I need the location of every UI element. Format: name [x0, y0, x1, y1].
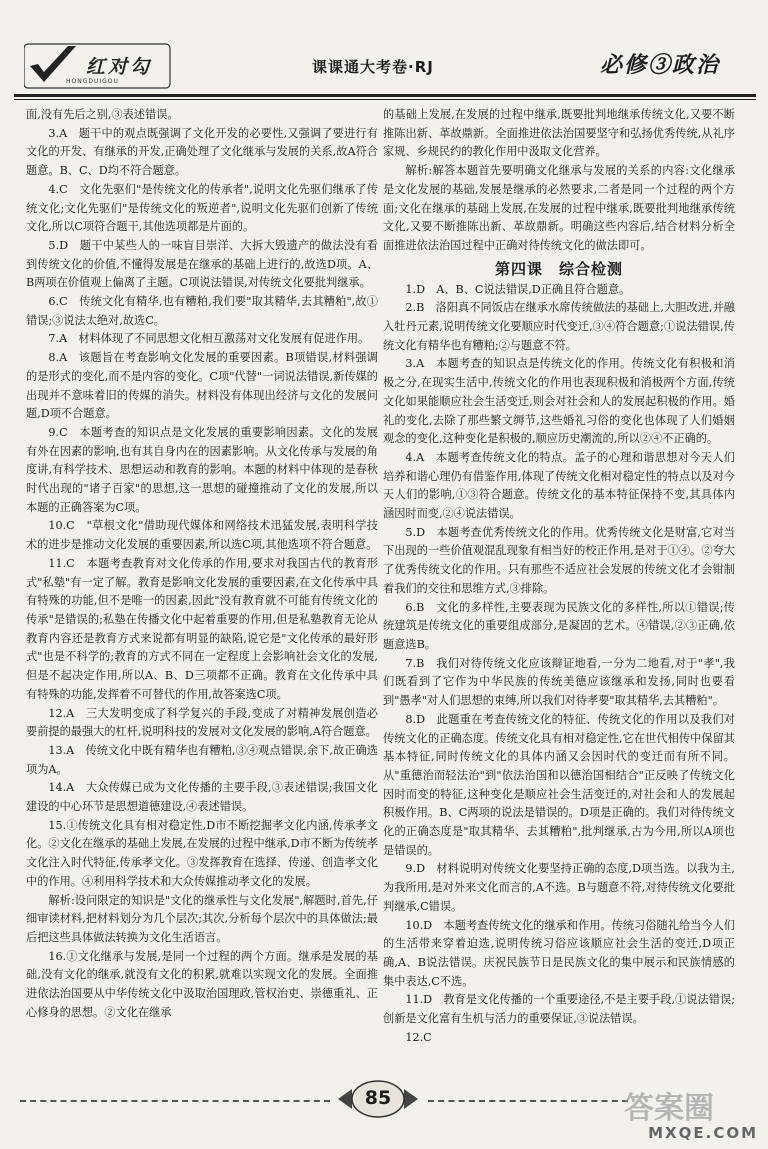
answer-paragraph: 解析:设问限定的知识是"文化的继承性与文化发展",解题时,首先,仔细审读材料,把材料划分为几个层次;其次,分析每个层次中的具体做法;最后把这些具体做法转换为文化生活语言。: [26, 893, 378, 944]
answer-paragraph: 15.①传统文化具有相对稳定性,D市不断挖掘孝文化内涵,传承孝文化。②文化在继承的基础上发展,在发展的过程中继承,D市不断为传统孝文化注入时代特征,传承孝文化。③发挥教育在选择、传递、创造孝文化中的作用。④利用科学技术和大众传媒推动孝文化的发展。: [26, 818, 378, 888]
left-column: [26, 106, 378, 1022]
answer-paragraph: 8.D 此题重在考查传统文化的特征、传统文化的作用以及我们对传统文化的正确态度。传统文化具有相对稳定性,它在世代相传中保留其基本特征,同时传统文化的具体内涵又会因时代的变迁而有所不同。从"重德治而轻法治"到"依法治国和以德治国相结合"正反映了传统文化因时而变的特征,这种变化是顺应社会生活变迁的,对社会和人的发展起积极作用。B、C两项的说法是错误的。D项是正确的。我们对待传统文化的正确态度是"取其精华、去其糟粕",批判继承,古为今用,所以A项也是错误的。: [383, 712, 735, 857]
header-divider-thick: [14, 94, 756, 97]
logo-text: 红对勾: [86, 56, 153, 78]
answer-paragraph: 8.A 该题旨在考查影响文化发展的重要因素。B项错误,材料强调的是形式的变化,而不是内容的变化。C项"代替"一词说法错误,新传媒的出现并不意味着旧的传媒的消失。材料没有体现出经济与文化的发展问题,D项不合题意。: [26, 351, 378, 421]
page-number-badge: [336, 1076, 420, 1122]
answer-paragraph: 7.B 我们对待传统文化应该辩证地看,一分为二地看,对于"孝",我们既看到了它作为中华民族的传统美德应该继承和发扬,同时也要看到"愚孝"对人们思想的束缚,所以我们对待孝要"取其精华,去其糟粕"。: [383, 656, 735, 708]
watermark: [618, 1086, 758, 1146]
answer-paragraph: 9.D 材料说明对传统文化要坚持正确的态度,D项当选。以我为主,为我所用,是对外来文化而言的,A不选。B与题意不符,对待传统文化要批判继承,C错误。: [383, 862, 735, 913]
subject-title: 必修③政治: [599, 52, 720, 78]
page-number: 85: [364, 1087, 392, 1109]
answer-paragraph: 的基础上发展,在发展的过程中继承,既要批判地继承传统文化,又要不断推陈出新、革故鼎新。全面推进依法治国要坚守和弘扬优秀传统,从礼序家规、乡规民约的教化作用中汲取文化营养。: [383, 108, 735, 159]
logo-subtext: HONGDUIGOU: [66, 78, 119, 85]
watermark-logo-icon: [618, 1086, 758, 1126]
answer-paragraph: 10.C "草根文化"借助现代媒体和网络技术迅猛发展,表明科学技术的进步是推动文化发展的重要因素,所以选C项,其他选项不符合题意。: [26, 519, 378, 552]
answer-paragraph: 2.B 洛阳真不同饭店在继承水席传统做法的基础上,大胆改进,并融入牡丹元素,说明传统文化要顺应时代变迁,③④符合题意;①说法错误,传统文化有精华也有糟粕;②与题意不符。: [383, 301, 735, 352]
footer-dashed-line-right: [428, 1100, 628, 1102]
svg-text:答案圈: 答案圈: [624, 1091, 714, 1126]
answer-paragraph: 11.C 本题考查教育对文化传承的作用,要求对我国古代的教育形式"私塾"有一定了解。教育是影响文化发展的重要因素,在文化传承中具有特殊的功能,但不是唯一的因素,因此"没有教育就不可能有传统文化的传承"是错误的;私塾在传播文化中起着重要的作用,但是私塾教育无论从教育内容还是教育方式来说都有明显的缺陷,说它是"文化传承的最好形式"也是不科学的;教育的方式不同在一定程度上会影响社会文化的发展,但是不起决定作用,所以A、B、D三项都不正确。教育在文化传承中具有特殊的功能,发挥着不可替代的作用,故答案选C项。: [26, 556, 378, 701]
watermark-url: MXQE.COM: [648, 1124, 758, 1142]
answer-paragraph: 13.A 传统文化中既有精华也有糟粕,③④观点错误,余下,故正确选项为A。: [26, 743, 378, 776]
footer-dashed-line-left: [20, 1100, 330, 1102]
answer-paragraph: 10.D 本题考查传统文化的继承和作用。传统习俗随礼给当今人们的生活带来穿着迫选,说明传统习俗应该顺应社会生活的变迁,D项正确,A、B说法错误。庆祝民族节日是民族文化的集中展示和民族情感的集中表达,C不选。: [383, 918, 735, 988]
book-title: 课课通大考卷·RJ: [312, 58, 434, 76]
answer-paragraph: 14.A 大众传媒已成为文化传播的主要手段,③表述错误;我国文化建设的中心环节是思想道德建设,④表述错误。: [26, 781, 378, 814]
answer-paragraph: 4.C 文化先驱们"是传统文化的传承者",说明文化先驱们继承了传统文化;文化先驱们"是传统文化的叛逆者",说明文化先驱们创新了传统文化,所以C项符合题干,其他选项都是片面的。: [26, 182, 378, 234]
answer-paragraph: 1.D A、B、C说法错误,D正确且符合题意。: [405, 282, 631, 296]
page-header: [14, 38, 756, 96]
right-column: [383, 106, 735, 1047]
answer-paragraph: 5.D 本题考查优秀传统文化的作用。优秀传统文化是财富,它对当下出现的一些价值观混乱现象有相当好的校正作用,是对于①④。②夸大了优秀传统文化的作用。只有那些不适应社会发展的传统文化才会钳制着我们的交往和思维方式,③排除。: [383, 525, 735, 595]
section-heading: 第四课 综合检测: [494, 259, 623, 278]
brand-logo: [24, 42, 172, 92]
answer-paragraph: 3.A 本题考查的知识点是传统文化的作用。传统文化有积极和消极之分,在现实生活中,传统文化的作用也表现积极和消极两个方面,传统文化如果能顺应社会生活变迁,则会对社会和人的发展起积极的作用。婚礼的变化,去除了那些繁文缛节,这些婚礼习俗的变化也体现了人们婚姻观念的变化,这种变化是积极的,顺应历史潮流的,所以②④不正确的。: [383, 357, 735, 446]
answer-paragraph: 5.D 题干中某些人的一味盲目崇洋、大拆大毁遗产的做法没有看到传统文化的价值,不懂得发展是在继承的基础上进行的,故选D项。A、B两项在价值观上偏离了主题。C项说法错误,对传统文化要批判继承。: [26, 238, 378, 290]
answer-paragraph: 7.A 材料体现了不同思想文化相互激荡对文化发展有促进作用。: [48, 332, 370, 346]
answer-paragraph: 4.A 本题考查传统文化的特点。孟子的心理和谐思想对今天人们培养和谐心理仍有借鉴作用,体现了传统文化相对稳定性的特点以及对今天人们的影响,①③符合题意。传统文化的基本特征保持不变,其具体内涵因时而变,②④说法错误。: [383, 450, 735, 521]
answer-paragraph: 12.C: [405, 1030, 432, 1044]
answer-paragraph: 6.B 文化的多样性,主要表现为民族文化的多样性,所以①错误;传统建筑是传统文化的重要组成部分,是凝固的艺术。④错误,②③正确,依题意选B。: [383, 600, 735, 651]
answer-paragraph: 解析:解答本题首先要明确文化继承与发展的关系的内容:文化继承是文化发展的基础,发展是继承的必然要求,二者是同一个过程的两个方面;文化在继承的基础上发展,在发展的过程中继承,既要批判地继承传统文化,又要不断推陈出新、革故鼎新。明确这些内容后,结合材料分析全面推进依法治国过程中正确对待传统文化的做法即可。: [383, 164, 735, 252]
answer-paragraph: 12.A 三大发明变成了科学复兴的手段,变成了对精神发展创造必要前提的最强大的杠杆,说明科技的发展对文化发展的影响,A符合题意。: [26, 706, 378, 739]
answer-paragraph: 9.C 本题考查的知识点是文化发展的重要影响因素。文化的发展有外在因素的影响,也有其自身内在的因素影响。从文化传承与发展的角度讲,有科学技术、思想运动和教育的影响。本题的材料中体现的是春秋时代出现的"诸子百家"的思想,这一思想的碰撞推动了文化的发展,所以本题的正确答案为C项。: [26, 425, 378, 514]
header-divider-thin: [14, 99, 756, 100]
answer-paragraph: 16.①文化继承与发展,是同一个过程的两个方面。继承是发展的基础,没有文化的继承,就没有文化的积累,就难以实现文化的发展。全面推进依法治国要从中华传统文化中汲取治国理政,管权治吏、崇德重礼、正心修身的思想。②文化在继承: [26, 949, 378, 1019]
answer-paragraph: 6.C 传统文化有精华,也有糟粕,我们要"取其精华,去其糟粕",故①错误;③说法太绝对,故选C。: [26, 295, 378, 327]
answer-paragraph: 11.D 教育是文化传播的一个重要途径,不是主要手段,①说法错误;创新是文化富有生机与活力的重要保证,③说法错误。: [383, 993, 735, 1026]
answer-paragraph: 面,没有先后之别,③表述错误。: [26, 108, 179, 121]
answer-paragraph: 3.A 题干中的观点既强调了文化开发的必要性,又强调了要进行有文化的开发、有继承的开发,正确处理了文化继承与发展的关系,故A符合题意。B、C、D均不符合题意。: [26, 126, 378, 178]
